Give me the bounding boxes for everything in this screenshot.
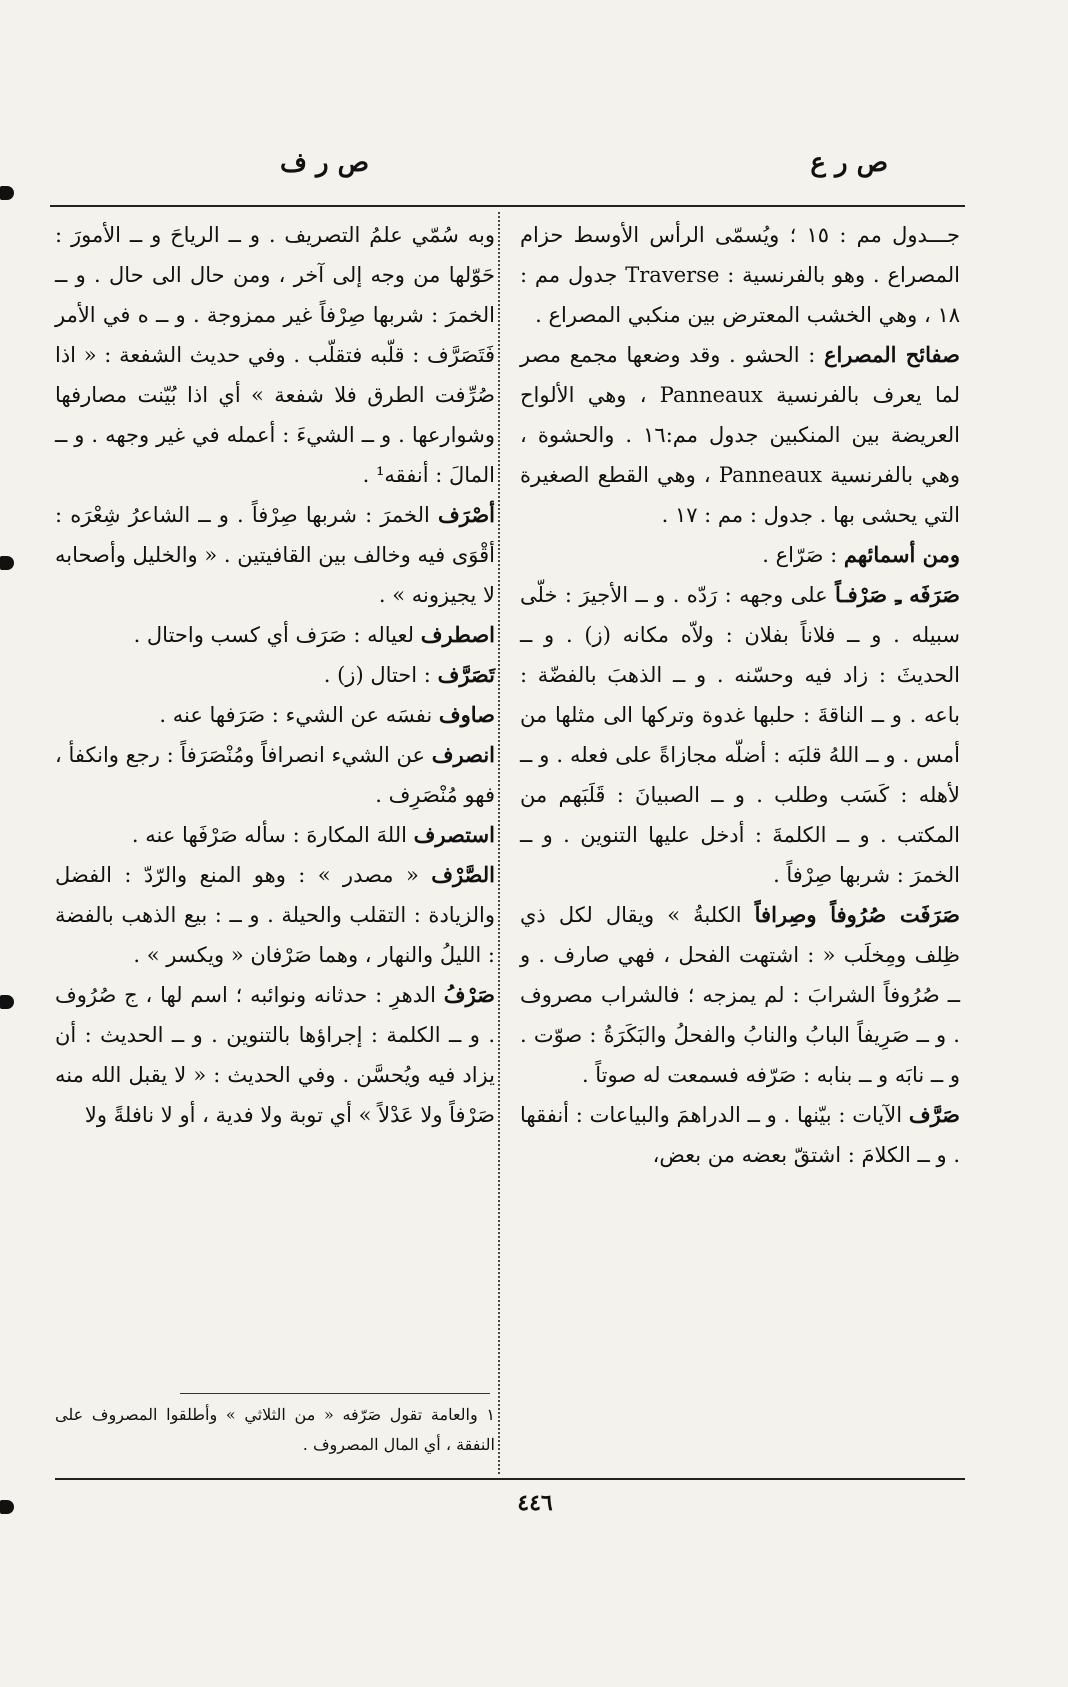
entry-paragraph: [520, 895, 960, 1095]
entry-text: الآيات : بيّنها . و ــ الدراهمَ والبياعات : أنفقها . و ــ الكلامَ : اشتقّ بعضه من بعض،: [520, 1103, 960, 1167]
entry-text: : الحشو . وقد وضعها مجمع مصر لما يعرف بالفرنسية Panneaux ، وهي الألواح العريضة بين المنكبين جدول مم:١٦ . والحشوة ، وهي بالفرنسية Panneaux ، وهي القطع الصغيرة التي يحشى بها . جدول : مم : ١٧ .: [520, 343, 960, 527]
entry-paragraph: [55, 655, 495, 695]
headword: الصَّرْف: [431, 862, 495, 887]
entry-text: الكلبةُ » ويقال لكل ذي ظِلف ومِخلَب « : اشتهت الفحل ، فهي صارف . و ــ صُرُوفاً الشرابَ : لم يمزجه ؛ فالشراب مصروف . و ــ صَرِيفاً البابُ والنابُ والفحلُ والبَكَرَةُ : صوّت . و ــ نابَه و ــ بنابه : صَرّفه فسمعت له صوتاً .: [520, 903, 960, 1087]
headword: صاوف: [438, 702, 495, 727]
right-column-header: ص ر ع: [810, 148, 888, 178]
entry-text: نفسَه عن الشيء : صَرَفها عنه .: [159, 703, 433, 727]
headword: صَرَفَه ـِ صَرْفـاً: [835, 582, 960, 607]
right-column: [520, 215, 960, 1175]
footnote-rule: [180, 1393, 490, 1394]
headword: صَرَفَت صُرُوفاً وصِرافاً: [754, 902, 960, 927]
headword: تَصَرَّف: [437, 662, 495, 687]
entry-text: : صَرّاع .: [762, 543, 838, 567]
headword: ومن أسمائهم: [843, 542, 960, 567]
entry-text: لعياله : صَرَف أي كسب واحتال .: [133, 623, 415, 647]
entry-paragraph: [55, 815, 495, 855]
entry-text: على وجهه : رَدّه . و ــ الأجيرَ : خلّى سبيله . و ــ فلاناً بفلان : ولاّه مكانه (ز) . و ــ الحديثَ : زاد فيه وحسّنه . و ــ الذهبَ بالفضّة : باعه . و ــ الناقةَ : حلبها غدوة وتركها الى مثلها من أمس . و ــ اللهُ قلبَه : أضلّه مجازاةً على فعله . و ــ لأهله : كَسَب وطلب . و ــ الصبيانَ : قَلَبَهم من المكتب . و ــ الكلمةَ : أدخل عليها التنوين . و ــ الخمرَ : شربها صِرْفاً .: [520, 583, 960, 887]
entry-text: جـــدول مم : ١٥ ؛ ويُسمّى الرأس الأوسط حزام المصراع . وهو بالفرنسية : Traverse جدول مم : ١٨ ، وهي الخشب المعترض بين منكبي المصراع .: [520, 223, 961, 327]
entry-text: وبه سُمّي علمُ التصريف . و ــ الرياحَ و ــ الأمورَ : حَوّلها من وجه إلى آخر ، ومن حال الى حال . و ــ الخمرَ : شربها صِرْفاً غير ممزوجة . و ــ ه في الأمر فَتَصَرَّف : قلّبه فتقلّب . وفي حديث الشفعة : « اذا صُرِّفت الطرق فلا شفعة » أي اذا بُيّنت مصارفها وشوارعها . و ــ الشيءَ : أعمله في غير وجهه . و ــ المالَ : أنفقه¹ .: [55, 223, 495, 487]
bottom-rule: [55, 1478, 965, 1480]
entry-paragraph: [55, 695, 495, 735]
page-number: ٤٤٦: [517, 1490, 553, 1516]
left-column-header: ص ر ف: [280, 148, 370, 178]
left-column: [55, 215, 495, 1135]
entry-text: اللهَ المكارهَ : سأله صَرْفَها عنه .: [131, 823, 407, 847]
headword: اصطرف: [420, 622, 495, 647]
headword: أصْرَف: [437, 502, 496, 527]
headword: صفائح المصراع: [823, 342, 960, 367]
headword: استصرف: [413, 822, 495, 847]
binding-mark: [0, 1500, 14, 1514]
binding-mark: [0, 995, 14, 1009]
entry-paragraph: [55, 495, 495, 615]
headword: انصرف: [431, 742, 495, 767]
entry-paragraph: [55, 735, 495, 815]
binding-mark: [0, 186, 14, 200]
footnote: ١ والعامة تقول صَرّفه « من الثلاثي » وأطلقوا المصروف على النفقة ، أي المال المصروف .: [55, 1405, 495, 1454]
entry-text: عن الشيء انصرافاً ومُنْصَرَفاً : رجع وانكفأ ، فهو مُنْصَرِف .: [55, 743, 495, 807]
entry-paragraph: [55, 215, 495, 495]
entry-paragraph: [520, 575, 960, 895]
entry-text: الخمرَ : شربها صِرْفاً . و ــ الشاعرُ شِعْرَه : أقْوَى فيه وخالف بين القافيتين . « والخليل وأصحابه لا يجيزونه » .: [55, 503, 495, 607]
entry-paragraph: [520, 535, 960, 575]
entry-paragraph: [520, 215, 960, 335]
headword: صَرْفُ: [443, 982, 495, 1007]
entry-paragraph: [520, 335, 960, 535]
entry-paragraph: [55, 855, 495, 975]
entry-text: الدهرِ : حدثانه ونوائبه ؛ اسم لها ، ج صُرُوف . و ــ الكلمة : إجراؤها بالتنوين . و ــ الحديث : أن يزاد فيه ويُحسَّن . وفي الحديث : « لا يقبل الله منه صَرْفاً ولا عَدْلاً » أي توبة ولا فدية ، أو لا نافلةً ولا: [55, 983, 495, 1127]
top-rule: [50, 205, 965, 207]
entry-paragraph: [55, 975, 495, 1135]
entry-paragraph: [520, 1095, 960, 1175]
entry-text: : احتال (ز) .: [323, 663, 431, 687]
headword: صَرَّف: [908, 1102, 960, 1127]
column-divider: [498, 212, 500, 1474]
entry-text: « مصدر » : وهو المنع والرّدّ : الفضل والزيادة : التقلب والحيلة . و ــ : بيع الذهب بالفضة : الليلُ والنهار ، وهما صَرْفان « ويكسر » .: [55, 863, 495, 967]
entry-paragraph: [55, 615, 495, 655]
binding-mark: [0, 556, 14, 570]
